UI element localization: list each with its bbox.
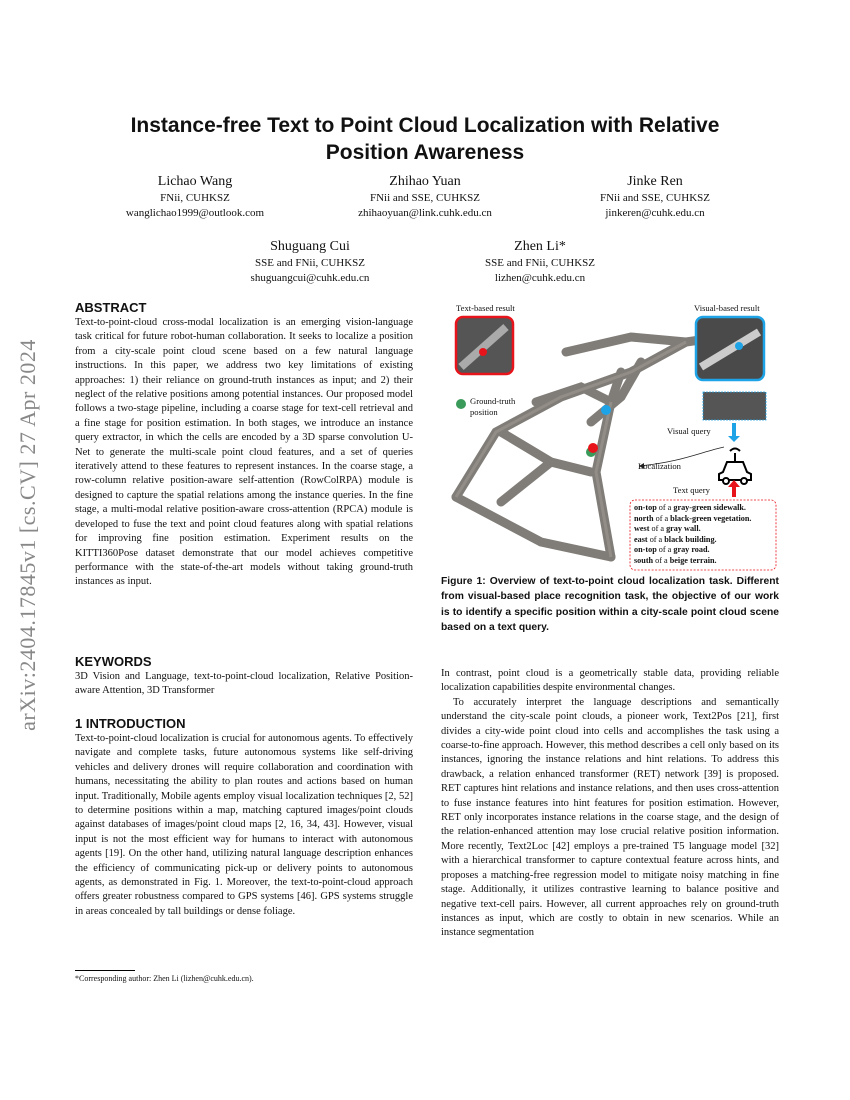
section-heading: 1 INTRODUCTION <box>75 716 186 731</box>
author-block <box>555 172 755 221</box>
footnote: *Corresponding author: Zhen Li (lizhen@cuhk.edu.cn). <box>75 974 254 983</box>
author-name: Zhihao Yuan <box>389 174 461 189</box>
author-email: shuguangcui@cuhk.edu.cn <box>250 272 370 284</box>
ground-truth-marker-icon <box>456 399 466 409</box>
author-name: Lichao Wang <box>157 174 233 189</box>
paragraph: In contrast, point cloud is a geometrically stable data, providing reliable localization capabilities despite environmental changes. <box>441 668 779 694</box>
query-line: north of a black-green vegetation. <box>634 513 752 523</box>
right-column-text <box>441 667 779 941</box>
figure-1 <box>441 302 779 572</box>
author-email: wanglichao1999@outlook.com <box>125 207 265 219</box>
text-query-label: Text query <box>673 485 710 495</box>
query-line: on-top of a gray-green sidewalk. <box>634 503 746 512</box>
visual-result-label: Visual-based result <box>694 303 760 313</box>
author-block <box>95 172 295 221</box>
footnote-rule <box>75 970 135 971</box>
keywords-text: 3D Vision and Language, text-to-point-cloud localization, Relative Position-aware Attention, 3D Transformer <box>75 671 413 697</box>
author-block <box>440 237 640 286</box>
author-affiliation: FNii and SSE, CUHKSZ <box>369 192 481 204</box>
query-line: on-top of a gray road. <box>634 545 710 555</box>
ground-truth-label-line: position <box>470 407 498 417</box>
paragraph: Text-to-point-cloud localization is crucial for autonomous agents. To effectively navigate and complete tasks, future autonomous systems like self-driving vehicles and delivery drones will require collaboration and coordination with humans, necessitating the ability to plan routes and actions based on human input. Traditionally, Mobile agents employ visual localization techniques [2, 52] to determine positions within a map, matching captured images/point clouds against databases of images/point cloud maps [2, 16, 34, 43]. However, visual input is not the most efficient way for humans to interact with autonomous agents [19]. On the other hand, utilizing natural language description enhances the efficiency of communicating pick-up or delivery points to autonomous agents, as demonstrated in Fig. 1. Moreover, the text-to-point-cloud approach offers greater robustness compared to GPS systems [46]. GPS systems struggle in areas concealed by tall buildings or dense foliage. <box>75 733 413 917</box>
author-name: Zhen Li* <box>514 239 566 254</box>
arxiv-identifier-text: arXiv:2404.17845v1 [cs.CV] 27 Apr 2024 <box>15 339 40 731</box>
localization-label: Localization <box>638 461 681 471</box>
text-result-label: Text-based result <box>456 303 515 313</box>
visual-query-label: Visual query <box>667 426 711 436</box>
ground-truth-label <box>470 396 515 418</box>
arxiv-identifier <box>8 270 48 800</box>
author-name: Shuguang Cui <box>270 239 350 254</box>
paragraph: To accurately interpret the language descriptions and semantically understand the city-scale point clouds, a pioneer work, Text2Pos [21], first divides a city-wide point cloud into cells and accomplishes the task using a coarse-to-fine approach. However, this method describes a cell only based on its instances, ignoring the instance relations and hint relations. To address this drawback, a relation enhanced transformer (RET) network [39] is proposed. RET captures hint relations and instance relations, and then uses cross-attention to fuse instance features into hint features for position estimation. However, RET only incorporates instance relations in the coarse stage, and the design of the relation-enhanced attention may lose crucial relative position information. More recently, Text2Loc [42] employs a pre-trained T5 language model [32] with a hierarchical transformer to capture contextual feature across hints, and proposes a matching-free regression model to mitigate noisy matching in fine stage. Additionally, it utilizes contrastive learning to balance positive and negative text-cell pairs. However, all current approaches rely on ground-truth instances as input, which are costly to obtain in new scenarios. While an instance segmentation <box>441 696 779 939</box>
author-email: zhihaoyuan@link.cuhk.edu.cn <box>358 207 492 219</box>
section-heading: ABSTRACT <box>75 300 147 315</box>
author-email: jinkeren@cuhk.edu.cn <box>605 207 705 219</box>
query-line: south of a beige terrain. <box>634 555 717 565</box>
author-affiliation: FNii, CUHKSZ <box>160 192 230 204</box>
author-affiliation: SSE and FNii, CUHKSZ <box>484 257 596 269</box>
author-affiliation: SSE and FNii, CUHKSZ <box>254 257 366 269</box>
query-line: east of a black building. <box>634 534 717 544</box>
figure-caption: Figure 1: Overview of text-to-point cloud localization task. Different from visual-based place recognition task, the objective of our work is to identify a specific position within a city-scale point cloud scene based on a text query. <box>441 576 779 633</box>
author-email: lizhen@cuhk.edu.cn <box>494 272 586 284</box>
paper-title: Instance-free Text to Point Cloud Localization with Relative Position Awareness <box>130 114 720 164</box>
car-icon <box>719 449 751 485</box>
visual-result-inset <box>696 317 766 420</box>
abstract-text: Text-to-point-cloud cross-modal localization is an emerging vision-language task critical for future robot-human collaboration. It seeks to localize a position from a city-scale point cloud scene based on a few natural language instructions. In this paper, we address two key limitations of existing approaches: 1) their reliance on ground-truth instances as input; and 2) their neglect of the relative positions among potential instances. Our proposed model follows a two-stage pipeline, including a coarse stage for text-cell retrieval and a fine stage for position estimation. In both stages, we introduce an instance query extractor, in which the cells are encoded by a 3D sparse convolution U-Net to generate the multi-scale point cloud features, and a set of queries iteratively attend to these features to represent instances. In the coarse stage, a row-column relative position-aware self-attention (RowColRPA) module is designed to capture the spatial relations among the instance queries. In the fine stage, a multi-modal relative position-aware cross-attention (RPCA) module is developed to fuse the text and point cloud features along with spatial relations for improving fine position estimation. Experiment results on the KITTI360Pose dataset demonstrate that our model achieves competitive performance with the state-of-the-art models without taking ground-truth instances as input. <box>75 317 413 588</box>
query-line: west of a gray wall. <box>634 524 701 534</box>
section-heading: KEYWORDS <box>75 654 152 669</box>
visual-location-marker-icon <box>601 405 611 415</box>
text-location-marker-icon <box>588 443 598 453</box>
author-name: Jinke Ren <box>627 174 683 189</box>
text-query-content <box>634 503 751 567</box>
author-block <box>325 172 525 221</box>
introduction-section <box>75 716 413 919</box>
keywords-section <box>75 654 413 699</box>
abstract-section <box>75 300 413 590</box>
author-block <box>210 237 410 286</box>
text-result-inset <box>456 317 513 374</box>
ground-truth-label-line: Ground-truth <box>470 396 516 406</box>
author-affiliation: FNii and SSE, CUHKSZ <box>599 192 711 204</box>
